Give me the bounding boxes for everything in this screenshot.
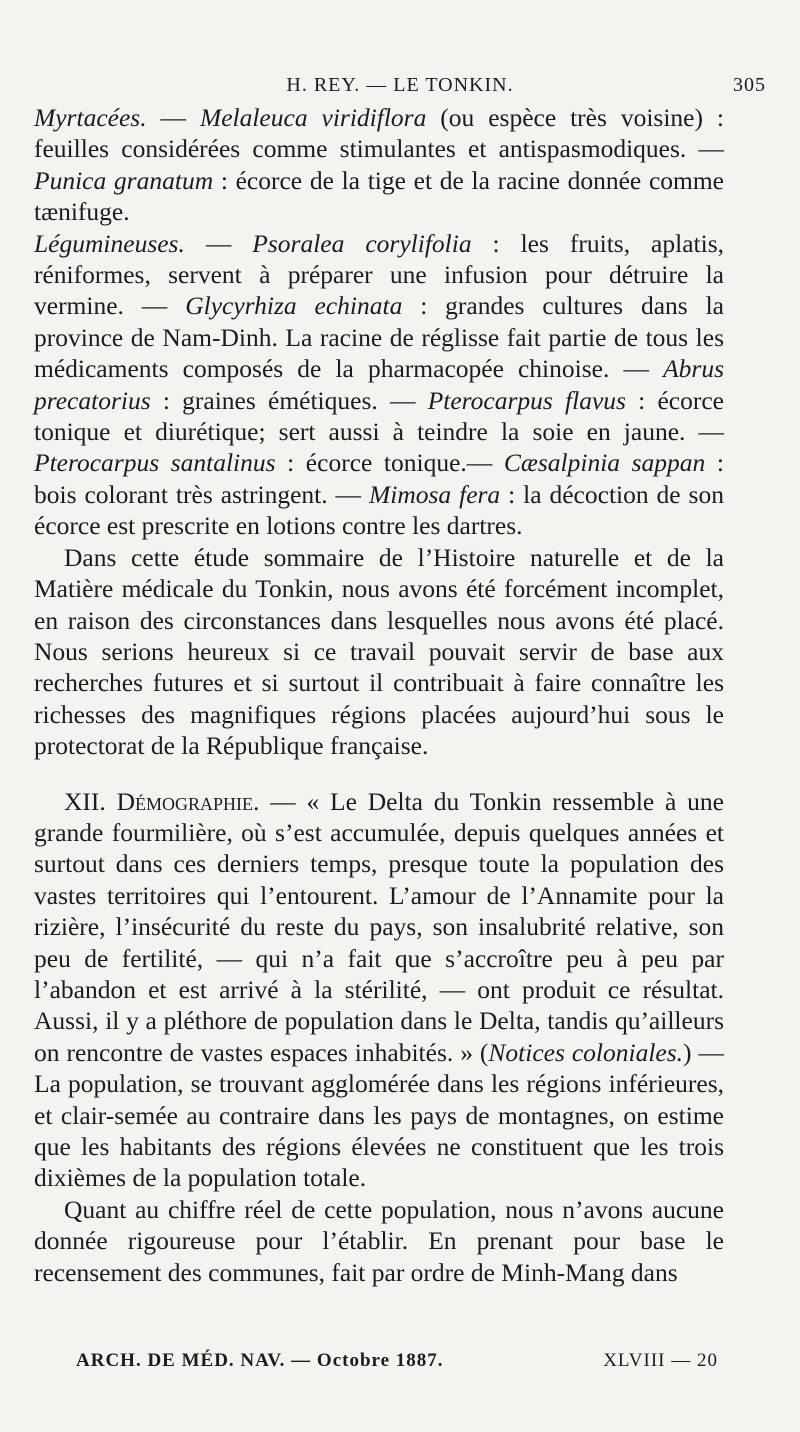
species-name: Psoralea corylifolia — [252, 228, 472, 258]
species-name: Melaleuca viridiflora — [199, 103, 427, 132]
running-header — [34, 74, 766, 102]
paragraph-demographie — [34, 786, 724, 1194]
species-name: Punica granatum — [34, 165, 214, 195]
section-number: XII. — [64, 786, 117, 816]
body-text — [34, 102, 724, 1288]
text-run: : la décoction de son écorce est prescrite en lotions contre les dartres. — [34, 479, 724, 541]
family-name: Légumineuses. — [34, 228, 185, 258]
text-run: — — [146, 103, 200, 132]
family-name: Myrtacées. — [34, 103, 147, 132]
text-run: ) — La population, se trouvant agglomérée dans les régions inférieures, et clair-semée au contraire dans les pays de montagnes, on estime que les habitants des régions élevées ne constituent que les trois dixièmes de la population totale. — [34, 1037, 724, 1193]
species-name: Abrus precatorius — [34, 354, 724, 415]
running-title: H. REY. — LE TONKIN. — [286, 74, 514, 96]
text-run: : écorce de la tige et de la racine donnée comme tænifuge. — [34, 165, 724, 227]
text-run: : écorce tonique.— — [275, 448, 504, 478]
paragraph-population: Quant au chiffre réel de cette population, nous n’avons aucune donnée rigoureuse pour l’établir. En prenant pour base le recensement des communes, fait par ordre de Minh-Mang dans — [34, 1194, 724, 1287]
text-run: : graines émétiques. — — [150, 385, 428, 415]
paragraph-myrtacees — [34, 102, 724, 228]
species-name: Cæsalpinia sappan — [503, 448, 706, 478]
journal-reference: ARCH. DE MÉD. NAV. — Octobre 1887. — [76, 1350, 444, 1371]
section-title: Démographie. — [116, 786, 260, 816]
species-name: Pterocarpus santalinus — [34, 448, 276, 478]
text-run: (ou espèce très voisine) : feuilles considérées comme stimulantes et antispasmodiques. — — [34, 103, 724, 164]
citation-title: Notices coloniales. — [488, 1037, 684, 1067]
species-name: Mimosa fera — [369, 479, 501, 509]
text-run: : écorce tonique et diurétique; sert aussi à teindre la soie en jaune. — — [34, 385, 724, 447]
text-run: — « Le Delta du Tonkin ressemble à une grande fourmilière, où s’est accumulée, depuis quelques années et surtout dans ces derniers temps, presque toute la population des vastes territoires qui l’entourent. L’amour de l’Annamite pour la rizière, l’insécurité du reste du pays, son insalubrité relative, son peu de fertilité, — qui n’a fait que s’accroître peu à peu par l’abandon et est arrivé à la stérilité, — ont produit ce résultat. Aussi, il y a pléthore de population dans le Delta, tandis qu’ailleurs on rencontre de vastes espaces inhabités. » ( — [34, 786, 724, 1067]
signature-mark: XLVIII — 20 — [603, 1350, 718, 1371]
species-name: Glycyrhiza echinata — [185, 291, 403, 321]
text-run: : les fruits, aplatis, réniformes, servent à préparer une infusion pour détruire la vermine. — — [34, 228, 724, 321]
page-number: 305 — [733, 74, 766, 96]
species-name: Pterocarpus flavus — [427, 385, 626, 415]
text-run: : grandes cultures dans la province de Nam-Dinh. La racine de réglisse fait partie de tous les médicaments composés de la pharmacopée chinoise. — — [34, 291, 724, 384]
text-run: : bois colorant très astringent. — — [34, 448, 724, 509]
paragraph-legumineuses — [34, 228, 724, 542]
text-run: — — [184, 228, 253, 258]
paragraph-conclusion: Dans cette étude sommaire de l’Histoire naturelle et de la Matière médicale du Tonkin, nous avons été forcément incomplet, en raison des circonstances dans lesquelles nous avons été placé. Nous serions heureux si ce travail pouvait servir de base aux recherches futures et si surtout il contribuait à faire connaître les richesses des magnifiques régions placées aujourd’hui sous le protectorat de la République française. — [34, 542, 724, 761]
